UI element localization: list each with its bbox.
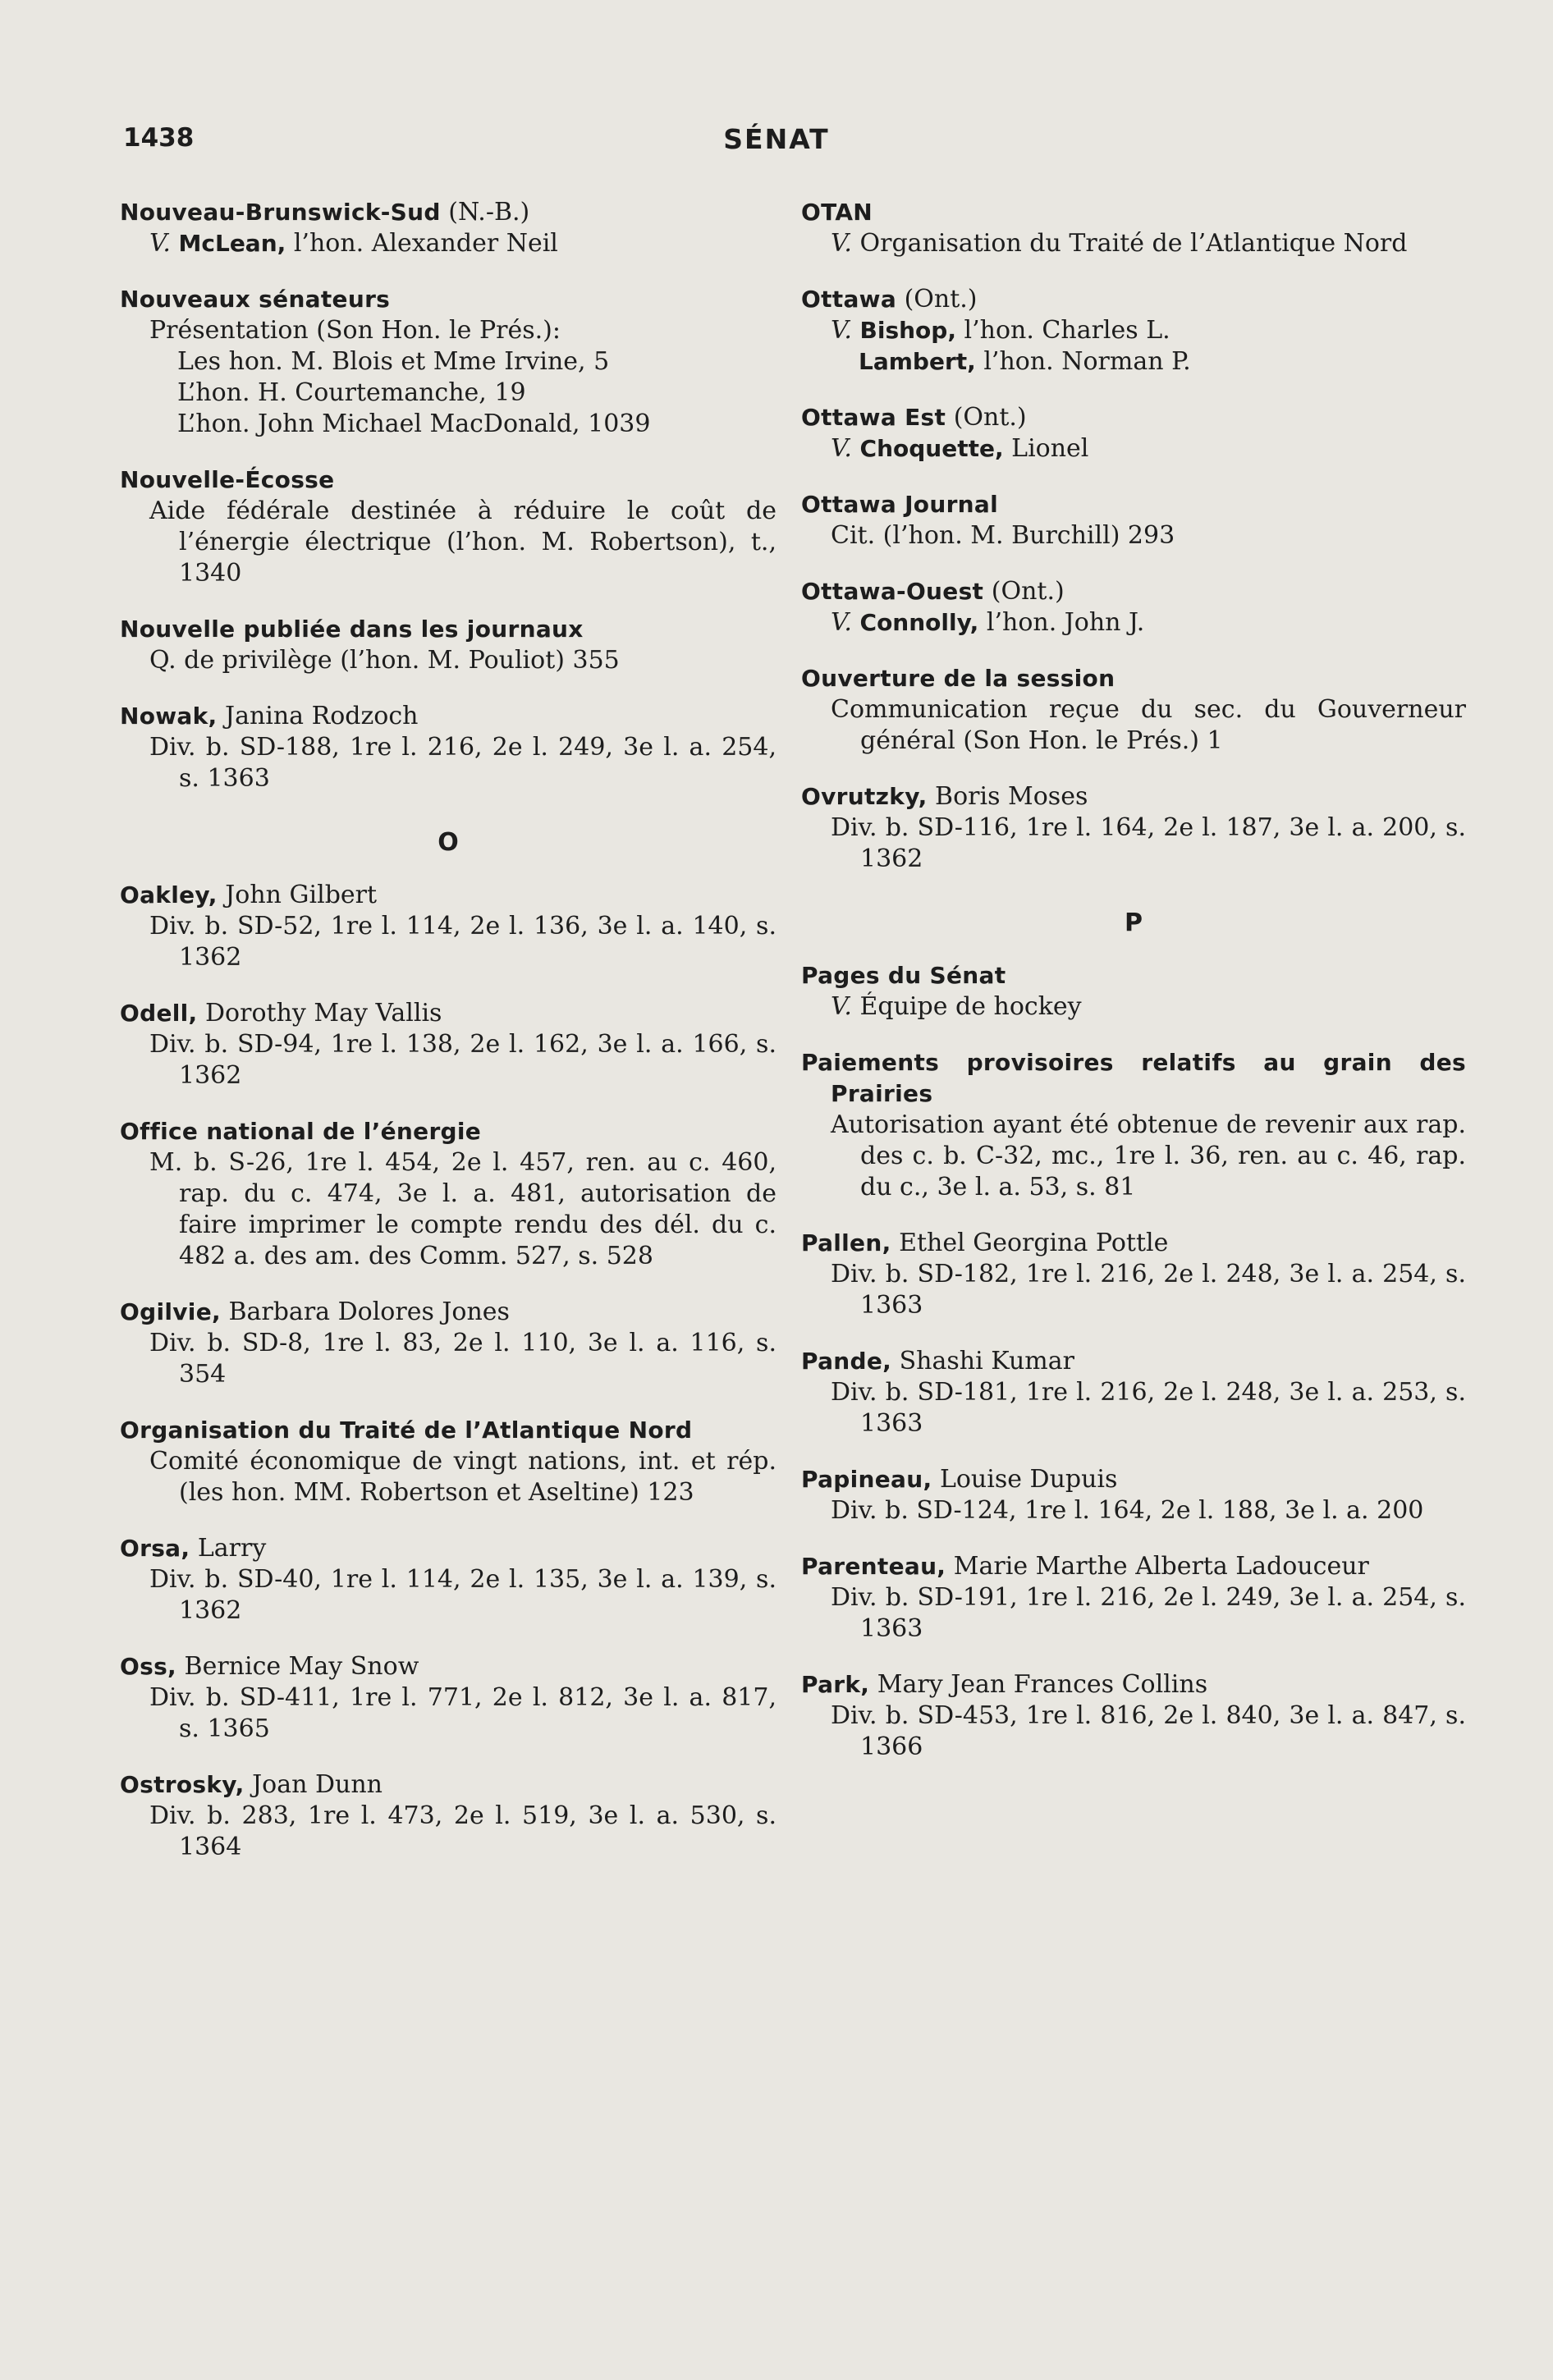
entry-body: Équipe de hockey [851,992,1082,1021]
entry-body: Div. b. 283, 1re l. 473, 2e l. 519, 3e l. a. 530, s. 1364 [149,1801,776,1861]
index-entry [120,1415,776,1508]
see-reference: V. [831,316,852,345]
entry-heading-tail: Mary Jean Frances Collins [869,1670,1208,1699]
entry-heading: Nouvelle-Écosse [120,466,335,493]
entry-body: Div. b. SD-94, 1re l. 138, 2e l. 162, 3e l. a. 166, s. 1362 [149,1030,776,1090]
index-entry [120,1116,776,1272]
entry-heading-tail: Joan Dunn [244,1770,383,1799]
index-entry [801,663,1466,757]
section-letter: P [1125,909,1143,937]
entry-body: Organisation du Traité de l’Atlantique Nord [851,229,1408,258]
entry-heading-tail: Bernice May Snow [176,1652,419,1681]
entry-body: Div. b. SD-116, 1re l. 164, 2e l. 187, 3e l. a. 200, s. 1362 [831,813,1466,873]
entry-heading: Ogilvie, [120,1298,221,1325]
right-column [801,197,1466,1787]
entry-body: Div. b. SD-181, 1re l. 216, 2e l. 248, 3e l. a. 253, s. 1363 [831,1378,1466,1438]
entry-line: Les hon. M. Blois et Mme Irvine, 5 [177,347,610,376]
see-reference: V. [831,434,852,463]
entry-body: Autorisation ayant été obtenue de revenir aux rap. des c. b. C-32, mc., 1re l. 36, ren. au c. 46, rap. du c., 3e l. a. 53, s. 81 [831,1110,1466,1201]
cross-reference-tail: l’hon. Norman P. [975,347,1191,376]
index-entry [801,1464,1466,1526]
entry-body: Div. b. SD-40, 1re l. 114, 2e l. 135, 3e l. a. 139, s. 1362 [149,1565,776,1625]
entry-heading: Nouveaux sénateurs [120,286,391,313]
entry-heading-tail: (Ont.) [896,285,978,314]
entry-body: Div. b. SD-182, 1re l. 216, 2e l. 248, 3e l. a. 254, s. 1363 [831,1260,1466,1320]
entry-body: M. b. S-26, 1re l. 454, 2e l. 457, ren. au c. 460, rap. du c. 474, 3e l. a. 481, autorisation de faire imprimer le compte rendu des dél. du c. 482 a. des am. des Comm. 527, s. 528 [149,1148,776,1270]
entry-body: Div. b. SD-8, 1re l. 83, 2e l. 110, 3e l. a. 116, s. 354 [149,1329,776,1389]
entry-heading: Odell, [120,1000,198,1027]
entry-line: L’hon. John Michael MacDonald, 1039 [177,410,651,438]
entry-body: Div. b. SD-453, 1re l. 816, 2e l. 840, 3e l. a. 847, s. 1366 [831,1701,1466,1761]
index-entry [120,284,776,440]
index-entry [801,1047,1466,1203]
entry-heading: Pande, [801,1348,892,1375]
left-column [120,197,776,1888]
entry-heading: Ottawa Est [801,404,946,431]
cross-reference-name: Bishop, [859,317,956,344]
entry-heading-tail: Shashi Kumar [891,1347,1074,1375]
see-reference: V. [149,229,171,258]
entry-heading: Orsa, [120,1535,190,1562]
entry-body: Comité économique de vingt nations, int. et rép. (les hon. MM. Robertson et Aseltine) 123 [149,1447,776,1507]
entry-heading: Ottawa Journal [801,491,998,518]
entry-heading: Oss, [120,1653,176,1680]
index-entry [120,1769,776,1863]
entry-line: L’hon. H. Courtemanche, 19 [177,378,526,407]
see-reference: V. [831,608,852,637]
entry-heading: Papineau, [801,1466,932,1493]
entry-heading: Organisation du Traité de l’Atlantique Nord [120,1417,693,1444]
entry-body: Div. b. SD-188, 1re l. 216, 2e l. 249, 3e l. a. 254, s. 1363 [149,733,776,793]
entry-heading: Oakley, [120,881,218,909]
index-entry [120,880,776,973]
index-entry [120,1533,776,1627]
entry-body: Q. de privilège (l’hon. M. Pouliot) 355 [149,646,620,675]
entry-body: Cit. (l’hon. M. Burchill) 293 [831,521,1175,550]
cross-reference-tail: l’hon. Charles L. [955,316,1170,345]
entry-body: Aide fédérale destinée à réduire le coût de l’énergie électrique (l’hon. M. Robertson), t., 1340 [149,497,776,588]
index-entry [801,1551,1466,1645]
entry-heading-tail: Larry [190,1534,267,1563]
cross-reference-name: Choquette, [859,435,1004,462]
entry-heading: Ottawa-Ouest [801,578,984,605]
entry-heading: Park, [801,1671,870,1698]
cross-reference-tail: l’hon. John J. [978,608,1145,637]
index-entry [801,960,1466,1023]
index-entry [801,284,1466,378]
index-entry [801,781,1466,875]
entry-heading-tail: (Ont.) [946,403,1027,432]
entry-heading-tail: Janina Rodzoch [217,702,419,730]
entry-heading: Office national de l’énergie [120,1118,482,1145]
entry-heading: Paiements provisoires relatifs au grain des Prairies [801,1049,1466,1107]
index-entry [120,701,776,794]
entry-heading-tail: Barbara Dolores Jones [220,1298,510,1326]
entry-heading: Nowak, [120,703,218,730]
index-entry [120,465,776,589]
entry-heading: Pages du Sénat [801,962,1006,989]
entry-heading: Ovrutzky, [801,783,928,810]
index-entry [120,1297,776,1390]
index-entry [801,489,1466,552]
running-title: SÉNAT [723,123,830,155]
entry-body: Div. b. SD-124, 1re l. 164, 2e l. 188, 3e l. a. 200 [831,1496,1424,1525]
entry-heading-tail: Dorothy May Vallis [197,999,442,1028]
index-entry [801,1346,1466,1439]
entry-heading-tail: Boris Moses [927,782,1088,811]
index-entry [801,197,1466,259]
entry-heading-tail: John Gilbert [217,881,378,909]
entry-heading: Parenteau, [801,1553,946,1580]
entry-body: Div. b. SD-411, 1re l. 771, 2e l. 812, 3e l. a. 817, s. 1365 [149,1683,776,1743]
entry-heading: OTAN [801,199,873,226]
entry-line: Présentation (Son Hon. le Prés.): [149,316,561,345]
index-entry [801,402,1466,465]
cross-reference-tail: Lionel [1003,434,1089,463]
entry-heading-tail: Louise Dupuis [932,1465,1118,1494]
page-number: 1438 [123,123,195,153]
index-entry [801,576,1466,638]
entry-heading-tail: Marie Marthe Alberta Ladouceur [946,1552,1369,1581]
entry-body: Div. b. SD-191, 1re l. 216, 2e l. 249, 3e l. a. 254, s. 1363 [831,1583,1466,1643]
entry-heading-tail: (N.-B.) [440,198,530,227]
entry-heading-tail: (Ont.) [983,577,1065,606]
see-reference: V. [831,992,852,1021]
entry-heading-tail: Ethel Georgina Pottle [891,1229,1169,1257]
index-entry [801,1228,1466,1321]
section-letter: O [437,828,459,857]
entry-body: Communication reçue du sec. du Gouverneur général (Son Hon. le Prés.) 1 [831,695,1466,755]
entry-heading: Pallen, [801,1229,891,1256]
cross-reference-tail: l’hon. Alexander Neil [286,229,558,258]
cross-reference-name: McLean, [178,230,286,257]
page-header [0,123,1553,164]
index-entry [120,1651,776,1745]
entry-heading: Ostrosky, [120,1771,245,1798]
cross-reference-name: Lambert, [859,348,976,375]
cross-reference-name: Connolly, [859,609,979,636]
index-entry [120,998,776,1092]
index-entry [801,1669,1466,1763]
entry-body: Div. b. SD-52, 1re l. 114, 2e l. 136, 3e l. a. 140, s. 1362 [149,912,776,972]
index-entry [120,614,776,676]
entry-heading: Nouveau-Brunswick-Sud [120,199,441,226]
entry-heading: Nouvelle publiée dans les journaux [120,616,584,643]
see-reference: V. [831,229,852,258]
index-entry [120,197,776,259]
entry-heading: Ottawa [801,286,897,313]
entry-heading: Ouverture de la session [801,665,1116,692]
